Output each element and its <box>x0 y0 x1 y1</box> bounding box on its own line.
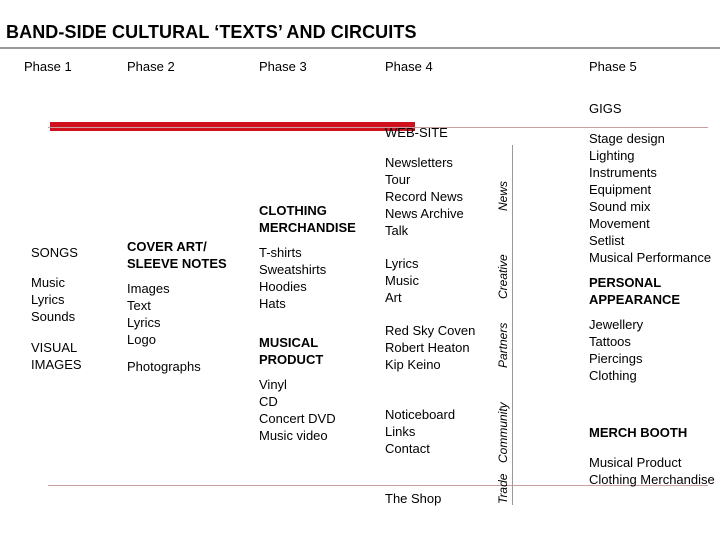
list-item: Text <box>127 298 151 313</box>
timeline-line-top <box>48 127 708 128</box>
list-item: Tour <box>385 172 411 187</box>
personal-appearance-items <box>589 316 643 384</box>
list-item: Clothing Merchandise <box>589 472 715 487</box>
list-item: Jewellery <box>589 317 644 332</box>
list-item: Musical Product <box>589 455 682 470</box>
list-item: Tattoos <box>589 334 631 349</box>
list-item: Music video <box>259 428 328 443</box>
gigs-heading: GIGS <box>589 101 622 116</box>
list-item: Hoodies <box>259 279 307 294</box>
phase-3-label: Phase 3 <box>259 59 307 74</box>
title-divider <box>0 47 720 49</box>
list-item: Sweatshirts <box>259 262 327 277</box>
list-item: Instruments <box>589 165 657 180</box>
clothing-items <box>259 244 326 312</box>
list-item: Talk <box>385 223 409 238</box>
website-heading: WEB-SITE <box>385 125 448 140</box>
list-item: Contact <box>385 441 430 456</box>
list-item: Sound mix <box>589 199 651 214</box>
clothing-merch-heading: CLOTHING MERCHANDISE <box>259 203 356 235</box>
list-item: Equipment <box>589 182 652 197</box>
list-item: Movement <box>589 216 650 231</box>
trade-side-label: Trade <box>496 473 510 504</box>
list-item: Noticeboard <box>385 407 456 422</box>
list-item: T-shirts <box>259 245 302 260</box>
partner-items <box>385 322 475 373</box>
list-item: CD <box>259 394 278 409</box>
community-items <box>385 406 455 457</box>
list-item: Lyrics <box>31 292 65 307</box>
list-item: Music <box>31 275 65 290</box>
list-item: Robert Heaton <box>385 340 470 355</box>
songs-items <box>31 274 75 325</box>
list-item: Sounds <box>31 309 76 324</box>
list-item: Images <box>127 281 170 296</box>
photographs-label: Photographs <box>127 359 201 374</box>
community-side-label: Community <box>496 402 510 463</box>
phase-5-label: Phase 5 <box>589 59 637 74</box>
personal-appearance-heading: PERSONAL APPEARANCE <box>589 275 681 307</box>
list-item: Links <box>385 424 416 439</box>
list-item: Piercings <box>589 351 643 366</box>
list-item: Kip Keino <box>385 357 441 372</box>
list-item: Art <box>385 290 402 305</box>
list-item: Newsletters <box>385 155 453 170</box>
creative-side-label: Creative <box>496 254 510 299</box>
list-item: Lyrics <box>127 315 161 330</box>
list-item: Lyrics <box>385 256 419 271</box>
list-item: Lighting <box>589 148 635 163</box>
list-item: Record News <box>385 189 464 204</box>
cover-art-items <box>127 280 170 348</box>
list-item: Stage design <box>589 131 665 146</box>
website-divider <box>512 145 513 505</box>
merch-booth-heading: MERCH BOOTH <box>589 425 688 440</box>
musical-product-heading: MUSICAL PRODUCT <box>259 335 324 367</box>
musical-product-items <box>259 376 336 444</box>
creative-items <box>385 255 419 306</box>
list-item: Red Sky Coven <box>385 323 476 338</box>
list-item: Clothing <box>589 368 637 383</box>
news-items <box>385 154 464 239</box>
shop-label: The Shop <box>385 491 442 506</box>
phase-4-label: Phase 4 <box>385 59 433 74</box>
news-side-label: News <box>496 180 510 211</box>
list-item: Vinyl <box>259 377 287 392</box>
gigs-items <box>589 130 711 266</box>
list-item: Hats <box>259 296 286 311</box>
list-item: News Archive <box>385 206 464 221</box>
visual-images-heading: VISUAL IMAGES <box>31 340 82 372</box>
page-title: BAND-SIDE CULTURAL ‘TEXTS’ AND CIRCUITS <box>6 22 417 42</box>
phase-1-label: Phase 1 <box>24 59 72 74</box>
phase-2-label: Phase 2 <box>127 59 175 74</box>
list-item: Logo <box>127 332 156 347</box>
merch-booth-items <box>589 454 715 488</box>
list-item: Setlist <box>589 233 625 248</box>
cover-art-heading: COVER ART/ SLEEVE NOTES <box>127 239 227 271</box>
list-item: Concert DVD <box>259 411 336 426</box>
list-item: Music <box>385 273 419 288</box>
songs-heading: SONGS <box>31 245 78 260</box>
list-item: Musical Performance <box>589 250 712 265</box>
partners-side-label: Partners <box>496 322 510 368</box>
